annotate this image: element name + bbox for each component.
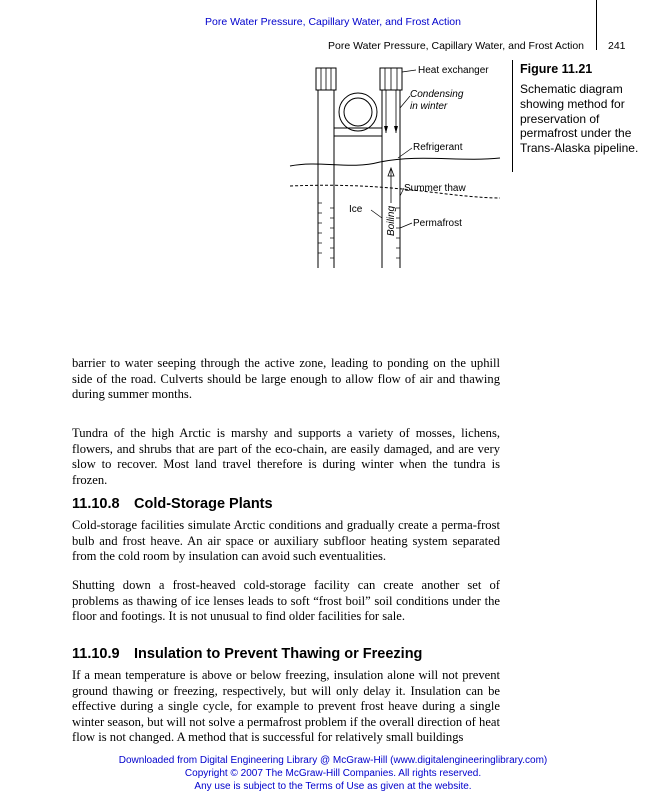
label-in-winter: in winter [410,101,448,112]
paragraph-4: Shutting down a frost-heaved cold-storage facility can create another set of problems as thawing of ice lenses leads to soft “frost boil” soil conditions under the floor and footings. It is not unusual to find older facilities for sale. [72,578,500,624]
ground-surface [290,158,500,166]
crossbeam [334,128,382,136]
section-heading-11-10-9 [72,646,422,662]
figure-caption: Schematic diagram showing method for preservation of permafrost under the Trans-Alaska pipeline. [520,82,639,156]
summer-thaw-line [290,185,500,198]
running-head: Pore Water Pressure, Capillary Water, and Frost Action [328,40,584,52]
label-ice: Ice [349,204,363,215]
left-support-column [316,68,336,268]
top-banner: Pore Water Pressure, Capillary Water, and Frost Action [205,16,461,28]
label-permafrost: Permafrost [413,218,462,229]
label-summer-thaw: Summer thaw [404,183,466,194]
paragraph-3: Cold-storage facilities simulate Arctic conditions and gradually create a perma-frost bulb and frost heave. An air space or auxiliary subfloor heating system separated from the cold room by insulation can avoid such eventualities. [72,518,500,564]
footer-download-link[interactable]: Downloaded from Digital Engineering Library @ McGraw-Hill (www.digitalengineeringlibrary.com) [118,755,548,766]
section-number: 11.10.8 [72,496,120,512]
paragraph-5: If a mean temperature is above or below freezing, insulation alone will not prevent ground thawing or freezing, respectively, but will only delay it. Insulation can be effective during a single cycle, for example to prevent frost heave during a single winter season, but will not solve a permafrost problem if the overall direction of heat flow is not changed. A method that is successful for relatively small buildings [72,668,500,745]
footer [0,754,666,793]
paragraph-2: Tundra of the high Arctic is marshy and supports a variety of mosses, lichens, flowers, and shrubs that are part of the eco-chain, are easily damaged, and are very slow to recover. Most land travel therefore is during winter when the tundra is frozen. [72,426,500,487]
section-number: 11.10.9 [72,646,120,662]
label-boiling: Boiling [386,205,397,236]
label-heat-exchanger: Heat exchanger [418,65,489,76]
label-refrigerant: Refrigerant [413,142,463,153]
label-condensing: Condensing [410,89,464,100]
page-number: 241 [608,40,626,52]
figure-diagram [280,58,510,273]
footer-copyright: Copyright © 2007 The McGraw-Hill Companies. All rights reserved. [184,768,482,779]
figure-title: Figure 11.21 [520,62,593,76]
caption-divider [512,60,513,172]
header-divider [596,0,597,50]
footer-terms[interactable]: Any use is subject to the Terms of Use as given at the website. [194,781,472,792]
pipeline [339,93,377,131]
section-heading-11-10-8 [72,496,273,512]
paragraph-1: barrier to water seeping through the active zone, leading to ponding on the uphill side of the road. Culverts should be large enough to allow flow of air and thawing during summer months. [72,356,500,402]
section-title: Insulation to Prevent Thawing or Freezing [134,646,423,662]
right-support-column [380,68,402,268]
section-title: Cold-Storage Plants [134,496,273,512]
